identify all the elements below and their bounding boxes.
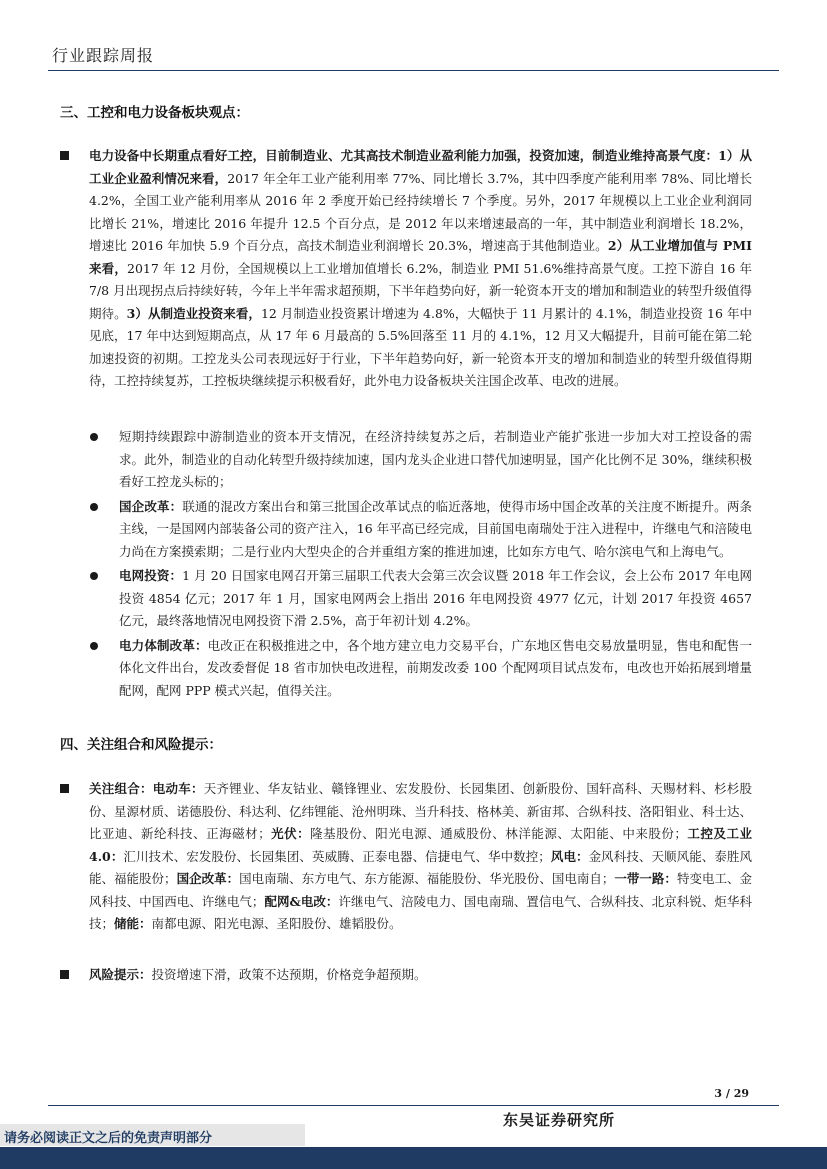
- portfolio-stocks: 金风科技、天顺风能、泰胜风能、福能股份；: [89, 848, 752, 886]
- portfolio-label: 配网&电改：: [264, 893, 339, 909]
- portfolio-label: 一带一路：: [614, 871, 677, 886]
- bullet-text: 1 月 20 日国家电网召开第三届职工代表大会第三次会议暨 2018 年工作会议，会上公布 2017 年电网投资 4854 亿元；2017 年 1 月，国家电网两会上指出 2016 年电网投资 4977 亿元，计划 2017 年投资 4657 亿元，最终落地情况电网投资下滑 2.5%，高于年初计划 4.2%。: [119, 568, 752, 628]
- lead-bold-3: 3）从制造业投资来看，: [126, 305, 261, 321]
- portfolio-stocks: 隆基股份、阳光电源、通威股份、林洋能源、太阳能、中来股份；: [310, 826, 687, 841]
- risk-text: 投资增速下滑，政策不达预期，价格竞争超预期。: [151, 967, 427, 982]
- bullet-item: [88, 496, 752, 564]
- bullet-text: 电改正在积极推进之中，各个地方建立电力交易平台，广东地区售电交易放量明显，售电和配售一体化文件出台，发改委督促 18 省市加快电改进程，前期发改委 100 个配网项目试点发布，电改也开始拓展到增量配网，配网 PPP 模式兴起，值得关注。: [119, 637, 752, 698]
- round-bullet-icon: [90, 572, 98, 580]
- round-bullet-icon: [90, 642, 98, 650]
- portfolio-label: 光伏：: [270, 826, 311, 841]
- section-3-bullets: [88, 426, 752, 704]
- footer-divider: [48, 1105, 779, 1106]
- square-bullet-icon: [60, 151, 69, 160]
- bullet-bold: 电网投资：: [119, 568, 183, 583]
- square-bullet-icon: [60, 970, 69, 979]
- bullet-bold: 国企改革：: [119, 498, 183, 514]
- risk-label: 风险提示：: [89, 967, 152, 982]
- header-divider: [48, 70, 779, 71]
- portfolio-label: 关注组合：电动车：: [89, 781, 204, 796]
- disclaimer-text: 请务必阅读正文之后的免责声明部分: [4, 1131, 213, 1146]
- lead-text-2: 2017 年 12 月份，全国规模以上工业增加值增长 6.2%，制造业 PMI 51.6%维持高景气度。工控下游自 16 年 7/8 月出现拐点后持续好转，今年上半年需求超预期，下半年趋势向好，新一轮资本开支的增加和制造业的转型升级值得期待。: [89, 260, 752, 321]
- portfolio-label: 风电：: [550, 848, 589, 864]
- lead-bold-1: 电力设备中长期重点看好工控，目前制造业、尤其高技术制造业盈利能力加强，投资加速，制造业维持高景气度：1）从工业企业盈利情况来看，: [89, 148, 752, 186]
- round-bullet-icon: [90, 503, 98, 511]
- portfolio-stocks: 南都电源、阳光电源、圣阳股份、雄韬股份。: [151, 916, 402, 931]
- page-number: 3 / 29: [714, 1087, 749, 1100]
- bullet-item: [88, 635, 752, 703]
- bullet-item: [88, 426, 752, 494]
- portfolio-label: 工控及工业 4.0：: [89, 826, 752, 864]
- section-4-heading: 四、关注组合和风险提示：: [60, 737, 222, 753]
- portfolio-stocks: 许继电气、涪陵电力、国电南瑞、置信电气、合纵科技、北京科锐、炬华科技；: [89, 893, 752, 931]
- bullet-bold: 电力体制改革：: [119, 637, 208, 653]
- lead-bold-2: 2）从工业增加值与 PMI 来看，: [89, 238, 752, 276]
- portfolio-stocks: 特变电工、金风科技、中国西电、许继电气；: [89, 871, 752, 909]
- firm-name: 东吴证券研究所: [503, 1111, 616, 1129]
- risk-paragraph: [60, 964, 752, 987]
- portfolio-stocks: 天齐锂业、华友钴业、赣锋锂业、宏发股份、长园集团、创新股份、国轩高科、天赐材料、杉杉股份、星源材质、诺德股份、科达利、亿纬锂能、沧州明珠、当升科技、格林美、新宙邦、合纵科技、洛阳钼业、科士达、比亚迪、新纶科技、正海磁材；: [89, 781, 752, 841]
- round-bullet-icon: [90, 433, 98, 441]
- portfolio-label: 国企改革：: [176, 871, 240, 886]
- section-3-heading: 三、工控和电力设备板块观点：: [60, 105, 249, 121]
- section-3-paragraph: [60, 145, 752, 393]
- square-bullet-icon: [60, 784, 69, 793]
- bullet-text: 短期持续跟踪中游制造业的资本开支情况，在经济持续复苏之后，若制造业产能扩张进一步加大对工控设备的需求。此外，制造业的自动化转型升级持续加速，国内龙头企业进口替代加速明显，国产化比例不足 30%，继续积极看好工控龙头标的；: [119, 429, 752, 489]
- bullet-text: 联通的混改方案出台和第三批国企改革试点的临近落地，使得市场中国企改革的关注度不断提升。两条主线，一是国网内部装备公司的资产注入，16 年平高已经完成，目前国电南瑞处于注入进程中，许继电气和涪陵电力尚在方案摸索期；二是行业内大型央企的合并重组方案的推进加速，比如东方电气、哈尔滨电气和上海电气。: [119, 498, 752, 559]
- portfolio-paragraph: [60, 778, 752, 936]
- bullet-item: [88, 565, 752, 633]
- footer-band: [0, 1147, 827, 1169]
- lead-text-1: 2017 年全年工业产能利用率 77%、同比增长 3.7%，其中四季度产能利用率 78%、同比增长 4.2%，全国工业产能利用率从 2016 年 2 季度开始已经持续增长 7 个季度。另外，2017 年规模以上工业企业利润同比增长 21%，增速比 2016 年提升 12.5 个百分点，是 2012 年以来增速最高的一年，其中制造业利润增长 18.2%，增速比 2016 年加快 5.9 个百分点，高技术制造业利润增长 20.3%，增速高于其他制造业。: [89, 170, 752, 253]
- lead-text-3: 12 月制造业投资累计增速为 4.8%，大幅快于 11 月累计的 4.1%，制造业投资 16 年中见底，17 年中达到短期高点，从 17 年 6 月最高的 5.5%回落至 11 月的 4.1%，12 月又大幅提升，目前可能在第二轮加速投资的初期。工控龙头公司表现远好于行业，下半年趋势向好，新一轮资本开支的增加和制造业的转型升级值得期待，工控持续复苏，工控板块继续提示积极看好，此外电力设备板块关注国企改革、电改的进展。: [89, 305, 752, 388]
- report-type-title: 行业跟踪周报: [52, 46, 155, 65]
- portfolio-stocks: 国电南瑞、东方电气、东方能源、福能股份、华光股份、国电南自；: [239, 871, 615, 886]
- portfolio-stocks: 汇川技术、宏发股份、长园集团、英威腾、正泰电器、信捷电气、华中数控；: [123, 848, 551, 864]
- portfolio-label: 储能：: [114, 916, 152, 931]
